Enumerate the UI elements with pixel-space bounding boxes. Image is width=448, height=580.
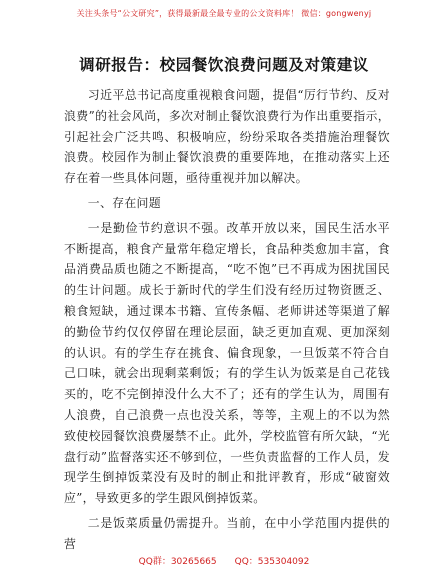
intro-paragraph: 习近平总书记高度重视粮食问题，提倡“厉行节约、反对浪费”的社会风尚，多次对制止餐饮浪费行为作出重要指示，引起社会广泛共鸣、积极响应，纷纷采取各类措施治理餐饮浪费。校园作为制止餐饮浪费的重要阵地，在推动落实上还存在着一些具体问题，亟待重视并加以解决。	[64, 88, 390, 186]
footer-contact	[0, 556, 448, 568]
header-banner: 关注头条号“公文研究”，获得最新最全最专业的公文资料库！ 微信：gongwenyj	[76, 9, 372, 18]
footer-qq: QQ：535304092	[234, 557, 310, 567]
footer-qq-group: QQ群：30265665	[138, 557, 217, 567]
document-title: 调研报告：校园餐饮浪费问题及对策建议	[79, 56, 369, 74]
paragraph-awareness: 一是勤俭节约意识不强。改革开放以来，国民生活水平不断提高，粮食产量常年稳定增长，食品种类愈加丰富，食品消费品质也随之不断提高，“吃不饱”已不再成为困扰国民的生计问题。成长于新时代的学生们没有经历过物资匮乏、粮食短缺，通过课本书籍、宣传条幅、老师讲述等渠道了解的勤俭节约仅仅停留在理论层面，缺乏更加直观、更加深刻的认识。有的学生存在挑食、偏食现象，一旦饭菜不符合自己口味，就会出现剩菜剩饭；有的学生认为饭菜是自己花钱买的，吃不完倒掉没什么大不了；还有的学生认为，周围有人浪费，自己浪费一点也没关系，等等，主观上的不以为然致使校园餐饮浪费屡禁不止。此外，学校监管有所欠缺，“光盘行动”监督落实还不够到位，一些负责监督的工作人员，发现学生倒掉饭菜没有及时的制止和批评教育，形成“破窗效应”，导致更多的学生跟风倒掉饭菜。	[64, 220, 390, 506]
document-body	[64, 85, 390, 555]
paragraph-food-quality: 二是饭菜质量仍需提升。当前，在中小学范围内提供的营	[64, 515, 390, 551]
section-heading: 一、存在问题	[87, 195, 161, 210]
